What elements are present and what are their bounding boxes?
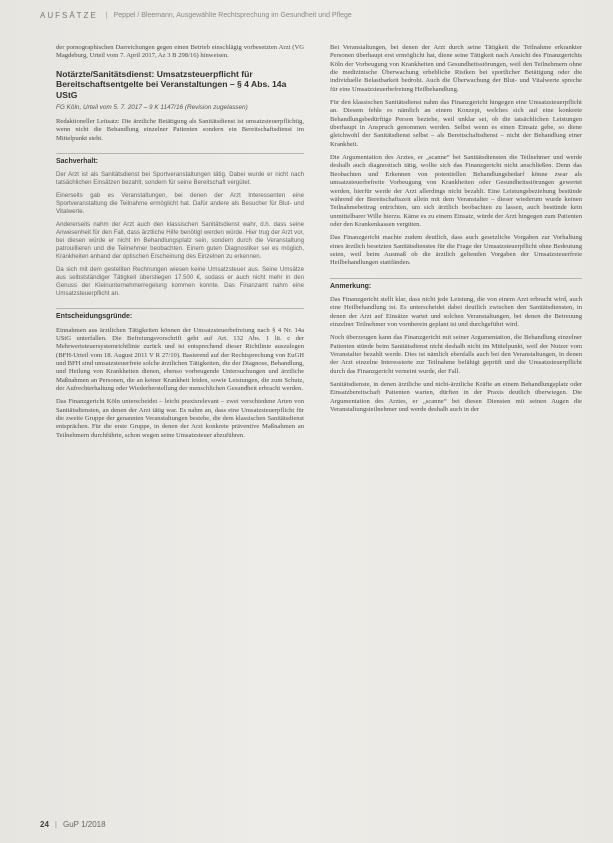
facts-paragraph: Der Arzt ist als Sanitätsdienst bei Sportveranstaltungen tätig. Dabei wurde er nicht nach tatsächlichen Einsätzen bezahlt, sondern für seine Bereitschaft vergütet. [56, 171, 304, 187]
body-paragraph: Bei Veranstaltungen, bei denen der Arzt durch seine Tätigkeit die Teilnahme erkrankter Personen überhaupt erst ermöglicht hat, diene seine Tätigkeit nach Ansicht des Finanzgerichts Köln der Vorbeugung von Krankheiten und Gesundheitsstörungen, weil den Teilnehmern ohne die medizinische Überwachung erhebliche Risiken bei sportlicher Betätigung oder die individuelle Belastbarkeit bedroht. Auch die Überwachung der Blut- und Vitalwerte spreche für eine Umsatzsteuerbefreiung Heilbehandlung. [330, 44, 582, 93]
reasons-paragraph: Einnahmen aus ärztlichen Tätigkeiten können der Umsatzsteuerbefreiung nach § 4 Nr. 14a UStG unterfallen. Die Befreiungsvorschrift geht auf Art. 132 Abs. 1 lit. c der Mehrwertsteuersystemrichtlinie zurück und ist entsprechend dieser Richtlinie auszulegen (BFH-Urteil vom 18. August 2011 V R 27/10). Basierend auf der Rechtsprechung von EuGH und BFH sind umsatzsteuerfreie solche ärztlichen Tätigkeiten, die der Diagnose, Behandlung, und Heilung von Krankheiten dienen, ebenso vorbeugende Untersuchungen und ärztliche Maßnahmen an Personen, die an keiner Krankheit leiden, sowie Leistungen, die zum Schutz, der Aufrechterhaltung oder Wiederherstellung der menschlichen Gesundheit erbracht werden. [56, 326, 304, 392]
article-heading: Notärzte/Sanitätsdienst: Umsatzsteuerpflicht für Bereitschaftsentgelte bei Veranstaltungen – § 4 Abs. 14a UStG [56, 68, 287, 100]
case-reference: FG Köln, Urteil vom 5. 7. 2017 – 9 K 1147/16 (Revision zugelassen) [56, 104, 248, 112]
body-paragraph: Die Argumentation des Arztes, er „scanne“ bei Sanitätsdiensten die Teilnehmer und werde deshalb auch diagnostisch tätig, wollte sich das Finanzgericht nicht anschließen. Denn das Beobachten und Erkennen von potentiellen Behandlungsbedarf könne zwar als umsatzsteuerbefreite Vorbeugung von Krankheiten oder Gesundheitsstörungen gewertet werden, hierfür werde der Arzt allerdings nicht bezahlt. Eine Leistungsbeziehung bestünde während der Bereitschaftszeit allein mit dem Veranstalter – dieser wiederum wurde keinen Teilnahmebeitrag entrichten, um sich ärztlich beobachten zu lassen, auch bestünde kein unmittelbarer Wille hierzu. Käme es zu einem Einsatz, würde der Arzt hingegen zum Patienten oder den Krankenkassen vergüten. [330, 154, 582, 228]
running-head [40, 8, 593, 22]
facts-paragraph: Andererseits nahm der Arzt auch den klassischen Sanitätsdienst wahr, d.h. dass seine Anwesenheit für den Fall, dass ärztliche Hilfe benötigt werden würde. Hier trug der Arzt vor, bei diesen würde er nicht im Behandlungsplatz sein, sondern durch die Veranstaltung patrouillieren und die Teilnehmer beobachten. Einem guten Diagnostiker sei es möglich, Krankheiten anhand der optischen Erscheinung des Einzelnen zu erkennen. [56, 221, 304, 261]
reasons-paragraph: Das Finanzgericht Köln unterscheidet – leicht praxisrelevant – zwei verschiedene Arten von Sanitätsdiensten, an denen der Arzt tätig war. Es nahm an, dass eine Umsatzsteuerpflicht für die zweite Gruppe der genannten Veranstaltungen bestehe, die dem klassischen Sanitätsdienst entsprächen. Für die erste Gruppe, in denen der Arzt konkrete präventive Maßnahmen an Teilnehmern durchführte, schon wegen seine Umsatzsteuer abzuführen. [56, 398, 304, 439]
intro-paragraph: der pornographischen Darreichungen gegen einen Betrieb einschlägig vorbesetzten Arzt (VG Magdeburg, Urteil vom 7. April 2017, Az 3 B 298/16) hinweisen. [56, 44, 304, 60]
footer-separator: | [54, 820, 57, 829]
note-paragraph: Noch überzeugen kann das Finanzgericht mit seiner Argumentation, die Behandlung einzelner Patienten stünde beim Sanitätsdienst nicht deshalb nicht im Mittelpunkt, weil der Nutzer vom Veranstalter bezahlt werde. Dies ist nämlich ebenfalls auch bei den Veranstaltungen, in denen der Arzt einzelne Interessierte zur Teilnahme befähigt geprüft und die Umsatzsteuerpflicht durch das Finanzgericht verneint wurde, der Fall. [330, 334, 582, 375]
body-paragraph: Das Finanzgericht machte zudem deutlich, dass auch gesetzliche Vorgaben zur Vorhaltung eines ärztlich besetzten Sanitätsdienstes für die Frage der Umsatzsteuerpflicht ohne Bedeutung seien, weil beim Ausmaß ob die ärztlich geltenden Vorgaben der Umsatzsteuerfreie Heilbehandlungen stattfänden. [330, 234, 582, 267]
running-title: Peppel / Bleemann, Ausgewählte Rechtsprechung im Gesundheit und Pflege [113, 11, 352, 19]
reasons-section [56, 327, 304, 440]
section-label: AUFSÄTZE [40, 10, 98, 20]
body-paragraph: Für den klassischen Sanitätsdienst nahm das Finanzgericht hingegen eine Umsatzsteuerpflicht an. Diesem fehle es nämlich an einem Konzept, welches sich auf eine konkrete Behandlungsbedürftige Person beziehe, weil unklar sei, ob die tatsächlichen Leistungen überhaupt in Anspruch genommen werden. Selbst wenn es einen Einsatz gebe, so diene gleichwohl der Sanitätsdienst selbst – als Bereitschaftsdienst – nicht der Behandlung einer Krankheit. [330, 99, 582, 148]
note-paragraph: Sanitätsdienste, in denen ärztliche und nicht-ärztliche Kräfte an einem Behandlungsplatz oder Einsatzbereitschaft Patienten warten, dürften in der Praxis deutlich überwiegen. Die Argumentation des Arztes, er „scanne“ bei diesen Diensten mit seinen Augen die Veranstaltungsteilnehmer und werde deshalb auch in der [330, 381, 582, 414]
reasons-heading: Entscheidungsgründe: [56, 308, 304, 321]
facts-paragraph: Einerseits gab es Veranstaltungen, bei denen der Arzt Interessenten eine Sportveranstaltung die Teilnahme ermöglicht hat. Dafür andere als Besucher für Blut- und Vitalwerte. [56, 192, 304, 216]
left-column [56, 44, 304, 445]
facts-heading: Sachverhalt: [56, 153, 304, 166]
header-separator: | [105, 11, 108, 19]
journal-issue: GuP 1/2018 [62, 820, 106, 829]
lead-paragraph: Redaktioneller Leitsatz: Die ärztliche Betätigung als Sanitätsdienst ist umsatzsteuerpflichtig, wenn nicht die Behandlung einzelner Patienten sondern ein Bereitschaftsdienst im Mittelpunkt steht. [56, 117, 304, 142]
page-number: 24 [40, 820, 49, 829]
facts-section [56, 171, 304, 298]
note-paragraph: Das Finanzgericht stellt klar, dass nicht jede Leistung, die von einem Arzt erbracht wird, auch eine Heilbehandlung ist. Es unterscheidet dabei deutlich zwischen den Sanitätsdiensten, in denen der Arzt auf Einsätze wartet und solchen Veranstaltungen, bei denen die Betreuung einzelner Teilnehmer von vornherein geplant ist und durchgeführt wird. [330, 295, 582, 328]
facts-paragraph: Da sich mit dem gestellten Rechnungen wiesen keine Umsatzsteuer aus. Seine Umsätze aus selbstständiger Tätigkeit überstiegen 17.500 €, sodass er auch nicht mehr in den Genuss der Kleinunternehmerregelung kommen konnte. Das Finanzamt nahm eine Umsatzsteuerpflicht an. [56, 266, 304, 298]
right-column [330, 44, 582, 419]
note-heading: Anmerkung: [330, 278, 582, 291]
note-section [330, 296, 582, 414]
page-footer [40, 820, 106, 829]
